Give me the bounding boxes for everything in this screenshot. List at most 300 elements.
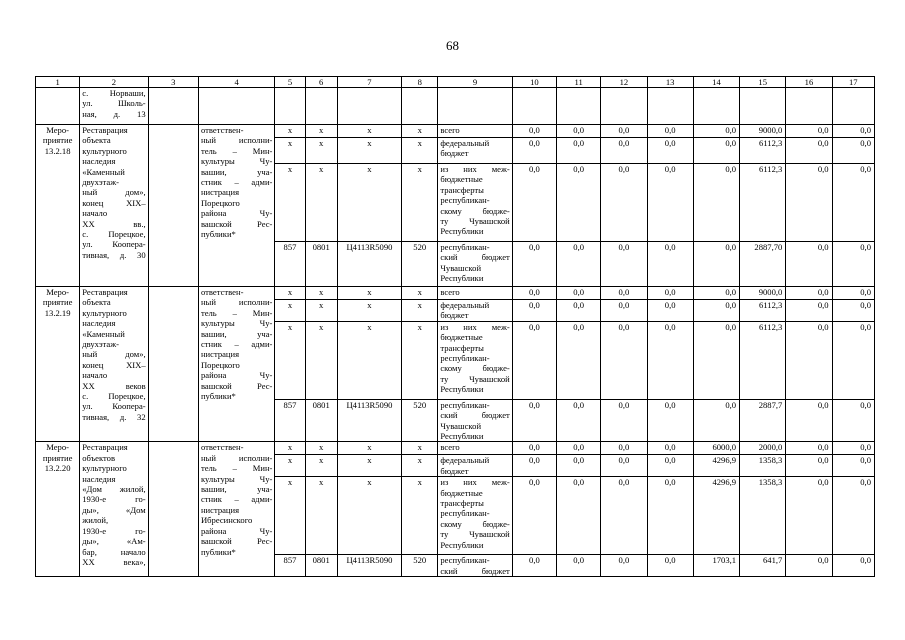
text-line: ту Чувашской (440, 529, 510, 540)
text-line: всего (440, 287, 460, 297)
amount-cell: 0,0 (557, 442, 601, 455)
amount-cell: 0,0 (647, 164, 693, 242)
object-name-cell (80, 287, 148, 442)
amount-cell: 0,0 (557, 477, 601, 555)
amount-cell: 0,0 (786, 164, 832, 242)
empty-cell (198, 88, 274, 125)
text-line: наследия (82, 318, 116, 329)
amount-cell: 0,0 (647, 300, 693, 322)
text-line: ул. Школь- (82, 98, 146, 109)
budget-code-cell: x (305, 321, 337, 399)
amount-cell: 0,0 (647, 138, 693, 164)
text-line: «Каменный (82, 166, 125, 177)
page-number: 68 (446, 38, 459, 53)
amount-cell: 0,0 (601, 399, 647, 442)
empty-cell (36, 88, 80, 125)
empty-cell (148, 88, 198, 125)
amount-cell: 2887,70 (740, 242, 786, 287)
amount-cell: 0,0 (601, 287, 647, 300)
text-line: бюджетные (440, 174, 483, 185)
column-number: 12 (601, 77, 647, 88)
text-line: ды», «Дом (82, 504, 146, 515)
amount-cell: 0,0 (601, 477, 647, 555)
text-line: федеральный (440, 300, 490, 310)
text-line: 13.2.18 (44, 145, 71, 156)
amount-cell: 0,0 (647, 555, 693, 577)
amount-cell: 0,0 (647, 399, 693, 442)
funding-source-cell (438, 555, 512, 577)
text-line: ту Чувашской (440, 216, 510, 227)
empty-cell (148, 442, 198, 577)
amount-cell: 0,0 (832, 455, 874, 477)
amount-cell: 1358,3 (740, 455, 786, 477)
amount-cell: 0,0 (832, 321, 874, 399)
amount-cell: 0,0 (557, 138, 601, 164)
text-line: Республики (440, 539, 484, 550)
text-line: культурного (82, 463, 127, 474)
text-line: Республики (440, 384, 484, 395)
budget-code-cell: x (275, 300, 305, 322)
text-line: скому бюдже- (440, 205, 510, 216)
amount-cell: 0,0 (557, 321, 601, 399)
empty-cell (148, 125, 198, 287)
amount-cell: 0,0 (512, 300, 556, 322)
text-line: всего (440, 125, 460, 135)
text-line: ский бюджет (440, 410, 510, 421)
amount-cell: 0,0 (693, 242, 739, 287)
amount-cell: 0,0 (557, 242, 601, 287)
text-line: вашской Рес- (200, 218, 273, 229)
text-line: района Чу- (200, 208, 273, 219)
amount-cell: 0,0 (832, 555, 874, 577)
amount-cell: 0,0 (786, 399, 832, 442)
budget-code-cell: x (275, 321, 305, 399)
text-line: республикан- (440, 195, 490, 206)
amount-cell: 0,0 (786, 442, 832, 455)
table-row (36, 125, 875, 138)
empty-cell (740, 88, 786, 125)
column-number: 15 (740, 77, 786, 88)
text-line: Меро- (46, 442, 70, 453)
text-line: 1930-е го- (82, 525, 146, 536)
amount-cell: 0,0 (832, 138, 874, 164)
event-number-cell (36, 442, 80, 577)
text-line: нистрация (200, 187, 240, 198)
amount-cell: 0,0 (601, 442, 647, 455)
text-line: Чувашской (440, 262, 482, 273)
column-number: 7 (337, 77, 401, 88)
budget-code-cell: 857 (275, 555, 305, 577)
text-line: начало (82, 208, 108, 219)
column-number: 4 (198, 77, 274, 88)
text-line: ный исполни- (200, 297, 273, 308)
text-line: трансферты (440, 184, 484, 195)
column-number: 3 (148, 77, 198, 88)
column-number: 10 (512, 77, 556, 88)
amount-cell: 0,0 (832, 287, 874, 300)
text-line: ный дом», (82, 349, 146, 360)
empty-cell (148, 287, 198, 442)
financing-table (35, 76, 875, 577)
text-line: Республики (440, 273, 484, 284)
amount-cell: 0,0 (601, 125, 647, 138)
amount-cell: 0,0 (832, 125, 874, 138)
amount-cell: 0,0 (647, 242, 693, 287)
object-name-cell (80, 442, 148, 577)
text-line: культуры Чу- (200, 318, 273, 329)
text-line: Реставрация (82, 125, 128, 135)
budget-code-cell: 857 (275, 399, 305, 442)
text-line: приятие (42, 135, 73, 146)
amount-cell: 0,0 (512, 138, 556, 164)
text-line: культурного (82, 145, 127, 156)
text-line: 1930-е го- (82, 494, 146, 505)
amount-cell: 9000,0 (740, 287, 786, 300)
budget-code-cell: x (305, 138, 337, 164)
budget-code-cell: x (402, 455, 438, 477)
continuation-row (36, 88, 875, 125)
funding-source-cell (438, 138, 512, 164)
amount-cell: 0,0 (693, 164, 739, 242)
amount-cell: 0,0 (786, 138, 832, 164)
text-line: из них меж- (440, 477, 510, 488)
text-line: публики* (200, 229, 236, 240)
amount-cell: 6000,0 (693, 442, 739, 455)
amount-cell: 0,0 (832, 442, 874, 455)
text-line: района Чу- (200, 525, 273, 536)
amount-cell: 0,0 (647, 321, 693, 399)
amount-cell: 0,0 (786, 555, 832, 577)
budget-code-cell: x (305, 287, 337, 300)
budget-code-cell: x (305, 442, 337, 455)
budget-code-cell: x (337, 455, 401, 477)
amount-cell: 0,0 (512, 477, 556, 555)
text-line: Меро- (46, 125, 70, 135)
amount-cell: 0,0 (832, 300, 874, 322)
amount-cell: 0,0 (832, 477, 874, 555)
text-line: ский бюджет (440, 565, 510, 576)
amount-cell: 2000,0 (740, 442, 786, 455)
amount-cell: 0,0 (557, 125, 601, 138)
budget-code-cell: x (337, 125, 401, 138)
text-line: федеральный (440, 138, 490, 148)
budget-code-cell: x (305, 477, 337, 555)
text-line: ответствен- (200, 287, 244, 297)
text-line: «Каменный (82, 328, 125, 339)
empty-cell (786, 88, 832, 125)
text-line: объекта (82, 297, 111, 308)
column-number: 16 (786, 77, 832, 88)
amount-cell: 0,0 (601, 138, 647, 164)
budget-code-cell: 0801 (305, 555, 337, 577)
text-line: бюджет (440, 148, 469, 159)
text-line: республикан- (440, 353, 490, 364)
amount-cell: 0,0 (557, 164, 601, 242)
empty-cell (402, 88, 438, 125)
empty-cell (557, 88, 601, 125)
column-number: 2 (80, 77, 148, 88)
text-line: ный исполни- (200, 452, 273, 463)
text-line: тель – Мин- (200, 463, 273, 474)
funding-source-cell (438, 399, 512, 442)
text-line: наследия (82, 156, 116, 167)
text-line: публики* (200, 546, 236, 557)
amount-cell: 1358,3 (740, 477, 786, 555)
text-line: ный дом», (82, 187, 146, 198)
amount-cell: 0,0 (786, 287, 832, 300)
amount-cell: 0,0 (601, 242, 647, 287)
column-number: 13 (647, 77, 693, 88)
amount-cell: 9000,0 (740, 125, 786, 138)
text-line: вашии, уча- (200, 484, 273, 495)
amount-cell: 0,0 (786, 242, 832, 287)
text-line: ответствен- (200, 442, 244, 453)
amount-cell: 0,0 (832, 242, 874, 287)
budget-code-cell: Ц4113R5090 (337, 555, 401, 577)
amount-cell: 0,0 (512, 399, 556, 442)
text-line: приятие (42, 452, 73, 463)
amount-cell: 0,0 (647, 442, 693, 455)
budget-code-cell: x (337, 300, 401, 322)
text-line: ответствен- (200, 125, 244, 135)
text-line: двухэтаж- (82, 339, 120, 350)
budget-code-cell: x (305, 300, 337, 322)
text-line: Меро- (46, 287, 70, 297)
budget-code-cell: 0801 (305, 399, 337, 442)
budget-code-cell: x (275, 125, 305, 138)
text-line: ная, д. 13 (82, 108, 146, 119)
funding-source-cell (438, 300, 512, 322)
budget-code-cell: x (305, 164, 337, 242)
amount-cell: 0,0 (512, 321, 556, 399)
amount-cell: 0,0 (557, 300, 601, 322)
text-line: вашской Рес- (200, 380, 273, 391)
text-line: тивная, д. 30 (82, 249, 146, 260)
text-line: бюджет (440, 465, 469, 476)
text-line: начало (82, 370, 108, 381)
text-line: с. Порецкое, (82, 391, 146, 402)
budget-code-cell: x (402, 321, 438, 399)
empty-cell (512, 88, 556, 125)
event-number-cell (36, 125, 80, 287)
text-line: республикан- (440, 508, 490, 519)
amount-cell: 0,0 (647, 477, 693, 555)
text-line: вашии, уча- (200, 328, 273, 339)
budget-code-cell: x (402, 164, 438, 242)
text-line: ул. Коопера- (82, 239, 146, 250)
empty-cell (337, 88, 401, 125)
amount-cell: 6112,3 (740, 300, 786, 322)
amount-cell: 6112,3 (740, 321, 786, 399)
text-line: стник – адми- (200, 339, 273, 350)
amount-cell: 0,0 (512, 164, 556, 242)
text-line: бюджетные (440, 332, 483, 343)
funding-source-cell (438, 442, 512, 455)
executor-cell (198, 287, 274, 442)
table-row (36, 442, 875, 455)
executor-cell (198, 442, 274, 577)
budget-code-cell: x (337, 321, 401, 399)
amount-cell: 0,0 (557, 455, 601, 477)
text-line: Ибресинского (200, 515, 253, 526)
budget-code-cell: x (337, 287, 401, 300)
text-line: с. Порецкое, (82, 229, 146, 240)
budget-code-cell: x (402, 300, 438, 322)
amount-cell: 0,0 (512, 242, 556, 287)
amount-cell: 0,0 (557, 287, 601, 300)
budget-code-cell: x (402, 287, 438, 300)
funding-source-cell (438, 477, 512, 555)
text-line: трансферты (440, 498, 484, 509)
text-line: бар, начало (82, 546, 146, 557)
budget-code-cell: x (305, 125, 337, 138)
budget-code-cell: x (337, 477, 401, 555)
text-line: ул. Коопера- (82, 401, 146, 412)
text-line: скому бюдже- (440, 518, 510, 529)
budget-code-cell: x (337, 138, 401, 164)
amount-cell: 0,0 (786, 455, 832, 477)
text-line: 13.2.20 (44, 463, 71, 474)
text-line: ды», «Ам- (82, 536, 146, 547)
text-line: тель – Мин- (200, 145, 273, 156)
text-line: бюджетные (440, 487, 483, 498)
text-line: бюджет (440, 310, 469, 321)
amount-cell: 0,0 (601, 555, 647, 577)
text-line: 13.2.19 (44, 307, 71, 318)
text-line: «Дом жилой, (82, 484, 146, 495)
text-line: Реставрация (82, 287, 128, 297)
text-line: нистрация (200, 504, 240, 515)
budget-code-cell: x (275, 287, 305, 300)
column-number: 17 (832, 77, 874, 88)
budget-code-cell: x (402, 477, 438, 555)
amount-cell: 0,0 (512, 442, 556, 455)
text-line: нистрация (200, 349, 240, 360)
text-line: объектов (82, 452, 116, 463)
budget-code-cell: Ц4113R5090 (337, 399, 401, 442)
funding-source-cell (438, 455, 512, 477)
text-line: жилой, (82, 515, 109, 526)
text-line: стник – адми- (200, 494, 273, 505)
text-line: приятие (42, 297, 73, 308)
text-line: культуры Чу- (200, 156, 273, 167)
amount-cell: 0,0 (647, 455, 693, 477)
empty-cell (305, 88, 337, 125)
text-line: двухэтаж- (82, 177, 120, 188)
amount-cell: 0,0 (693, 125, 739, 138)
amount-cell: 0,0 (512, 125, 556, 138)
column-number: 14 (693, 77, 739, 88)
budget-code-cell: 857 (275, 242, 305, 287)
budget-code-cell: x (402, 442, 438, 455)
object-name-cell (80, 88, 148, 125)
budget-code-cell: x (337, 442, 401, 455)
amount-cell: 0,0 (693, 287, 739, 300)
text-line: публики* (200, 391, 236, 402)
amount-cell: 0,0 (601, 300, 647, 322)
budget-code-cell: 0801 (305, 242, 337, 287)
funding-source-cell (438, 164, 512, 242)
text-line: ский бюджет (440, 252, 510, 263)
amount-cell: 0,0 (601, 321, 647, 399)
text-line: Республики (440, 431, 484, 442)
text-line: трансферты (440, 342, 484, 353)
budget-code-cell: 520 (402, 555, 438, 577)
empty-cell (832, 88, 874, 125)
column-number: 11 (557, 77, 601, 88)
amount-cell: 0,0 (786, 300, 832, 322)
text-line: Чувашской (440, 420, 482, 431)
amount-cell: 6112,3 (740, 164, 786, 242)
empty-cell (647, 88, 693, 125)
text-line: тель – Мин- (200, 307, 273, 318)
amount-cell: 2887,7 (740, 399, 786, 442)
text-line: XX вв., (82, 218, 146, 229)
text-line: вашской Рес- (200, 536, 273, 547)
funding-source-cell (438, 321, 512, 399)
text-line: вашии, уча- (200, 166, 273, 177)
amount-cell: 0,0 (693, 138, 739, 164)
empty-cell (275, 88, 305, 125)
text-line: всего (440, 442, 460, 453)
amount-cell: 0,0 (512, 287, 556, 300)
amount-cell: 0,0 (832, 164, 874, 242)
text-line: республикан- (440, 555, 490, 566)
funding-source-cell (438, 125, 512, 138)
budget-code-cell: x (305, 455, 337, 477)
amount-cell: 0,0 (647, 287, 693, 300)
column-number: 9 (438, 77, 512, 88)
column-number: 6 (305, 77, 337, 88)
text-line: стник – адми- (200, 177, 273, 188)
text-line: Республики (440, 226, 484, 237)
amount-cell: 6112,3 (740, 138, 786, 164)
budget-code-cell: 520 (402, 242, 438, 287)
text-line: ный исполни- (200, 135, 273, 146)
column-number: 8 (402, 77, 438, 88)
funding-source-cell (438, 287, 512, 300)
budget-code-cell: x (275, 138, 305, 164)
amount-cell: 1703,1 (693, 555, 739, 577)
text-line: из них меж- (440, 164, 510, 174)
amount-cell: 0,0 (832, 399, 874, 442)
column-number: 5 (275, 77, 305, 88)
column-number: 1 (36, 77, 80, 88)
budget-code-cell: x (275, 442, 305, 455)
text-line: наследия (82, 473, 116, 484)
empty-cell (693, 88, 739, 125)
amount-cell: 0,0 (693, 321, 739, 399)
budget-code-cell: 520 (402, 399, 438, 442)
table-row (36, 287, 875, 300)
amount-cell: 0,0 (786, 477, 832, 555)
text-line: объекта (82, 135, 111, 146)
funding-source-cell (438, 242, 512, 287)
budget-code-cell: x (275, 455, 305, 477)
text-line: федеральный (440, 455, 490, 466)
amount-cell: 641,7 (740, 555, 786, 577)
budget-code-cell: x (275, 477, 305, 555)
amount-cell: 0,0 (512, 455, 556, 477)
text-line: республикан- (440, 242, 490, 252)
text-line: района Чу- (200, 370, 273, 381)
text-line: республикан- (440, 399, 490, 410)
budget-code-cell: x (275, 164, 305, 242)
text-line: XX веков (82, 380, 146, 391)
text-line: тивная, д. 32 (82, 411, 146, 422)
amount-cell: 0,0 (601, 164, 647, 242)
header-row (36, 77, 875, 88)
